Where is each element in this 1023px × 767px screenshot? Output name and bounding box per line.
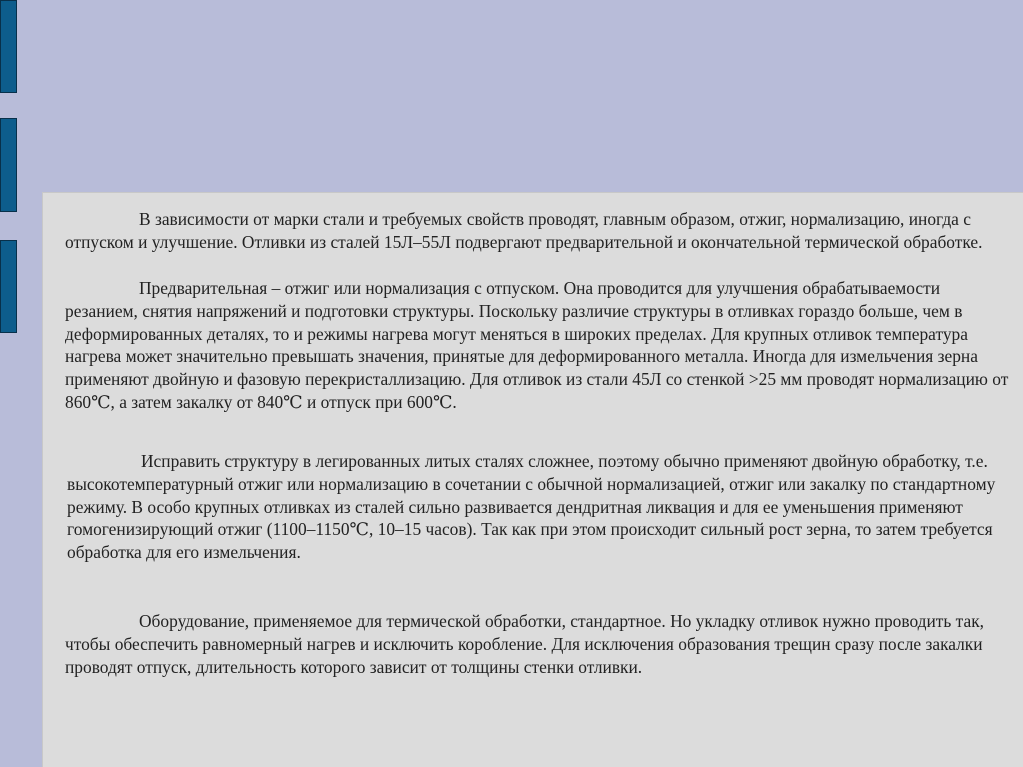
paragraph-heat-treatment-overview: В зависимости от марки стали и требуемых свойств проводят, главным образом, отжиг, нормализацию, иногда с отпуском и улучшение. Отливки из сталей 15Л–55Л подвергают предварительной и окончательной термической обработке. bbox=[65, 209, 983, 252]
side-decoration-bar-bottom bbox=[0, 240, 17, 333]
paragraph-alloyed-steels: Исправить структуру в легированных литых сталях сложнее, поэтому обычно применяют двойную обработку, т.е. высокотемпературный отжиг или нормализацию в сочетании с обычной нормализацией, отжиг или закалку по стандартному режиму. В особо крупных отливках из сталей сильно развивается дендритная ликвация и для ее уменьшения применяют гомогенизирующий отжиг (1100–1150℃, 10–15 часов). Так как при этом происходит сильный рост зерна, то затем требуется обработка для его измельчения. bbox=[67, 451, 996, 563]
paragraph-preliminary-treatment: Предварительная – отжиг или нормализация с отпуском. Она проводится для улучшения обрабатываемости резанием, снятия напряжений и подготовки структуры. Поскольку различие структуры в отливках гораздо больше, чем в деформированных деталях, то и режимы нагрева могут меняться в широких пределах. Для крупных отливок температура нагрева может значительно превышать значения, принятые для деформированного металла. Иногда для измельчения зерна применяют двойную и фазовую перекристаллизацию. Для отливок из стали 45Л со стенкой >25 мм проводят нормализацию от 860℃, а затем закалку от 840℃ и отпуск при 600℃. bbox=[65, 278, 1009, 412]
side-decoration-bar-top bbox=[0, 0, 17, 93]
text-panel bbox=[42, 192, 1023, 767]
side-decoration-bar-middle bbox=[0, 118, 17, 212]
paragraph-equipment: Оборудование, применяемое для термической обработки, стандартное. Но укладку отливок нужно проводить так, чтобы обеспечить равномерный нагрев и исключить коробление. Для исключения образования трещин сразу после закалки проводят отпуск, длительность которого зависит от толщины стенки отливки. bbox=[65, 611, 985, 677]
